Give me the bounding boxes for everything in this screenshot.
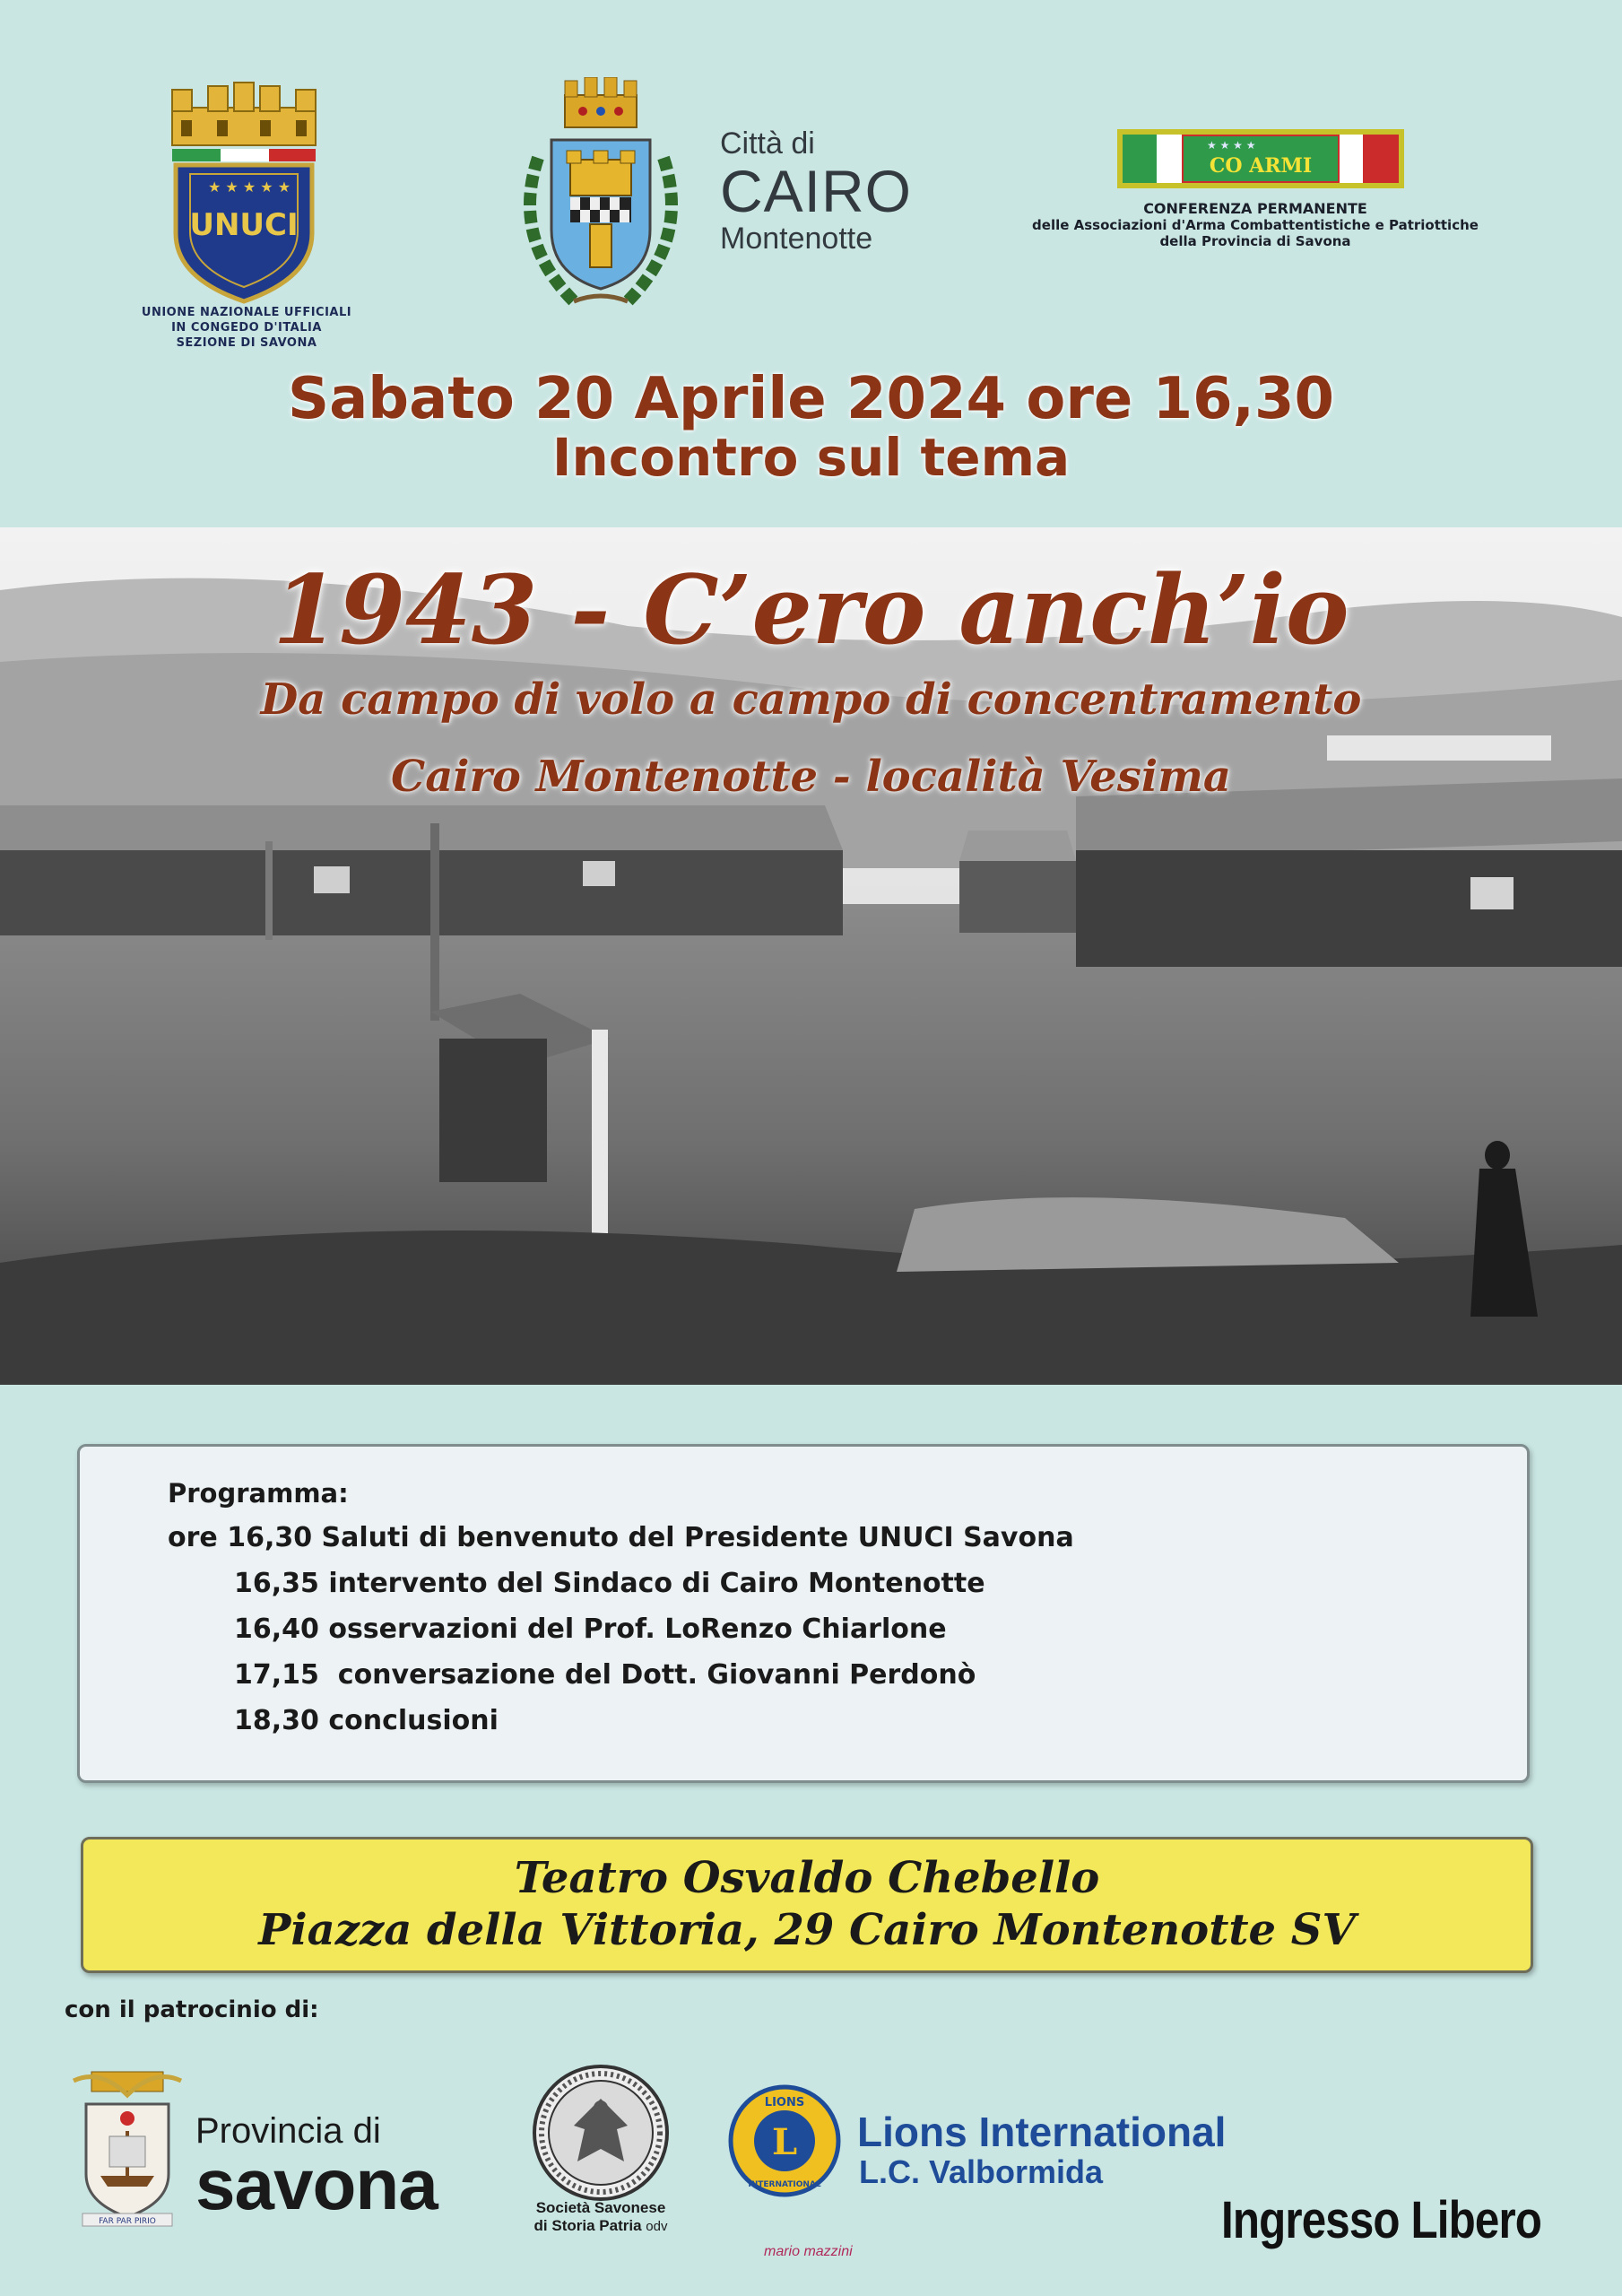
societa-savonese-seal (531, 2063, 671, 2203)
patronage-label: con il patrocinio di: (65, 1996, 319, 2023)
program-item: 18,30 conclusioni (234, 1705, 499, 1736)
lions-line1: Lions International (857, 2109, 1227, 2155)
lions-logo (728, 2084, 841, 2197)
lions-seal-letter: L (771, 2121, 798, 2163)
svg-text:★ ★ ★ ★ ★: ★ ★ ★ ★ ★ (208, 178, 291, 196)
societa-seal-icon (531, 2063, 671, 2203)
provincia-savona-logo (65, 2068, 190, 2230)
admission-note: Ingresso Libero (1221, 2191, 1542, 2249)
unuci-caption (117, 305, 377, 351)
cairo-line2: CAIRO (720, 158, 913, 224)
program-heading: Programma: (168, 1478, 349, 1509)
event-subtitle-1: Da campo di volo a campo di concentramento (260, 674, 1362, 725)
lions-line2: L.C. Valbormida (859, 2153, 1104, 2190)
provincia-line2: savona (195, 2144, 438, 2224)
lions-emblem-icon (728, 2084, 841, 2197)
societa-caption (529, 2199, 672, 2236)
societa-suffix: odv (646, 2219, 668, 2234)
program-item: 16,35 intervento del Sindaco di Cairo Montenotte (234, 1568, 985, 1599)
event-title: 1943 - C’ero anch’io (273, 553, 1349, 665)
unuci-crest-icon (145, 81, 343, 305)
cairo-wordmark (720, 126, 912, 257)
venue-box (81, 1837, 1533, 1973)
program-box (77, 1444, 1530, 1783)
lions-seal-bottom: INTERNATIONAL (748, 2180, 821, 2189)
lions-seal-top: LIONS (764, 2096, 805, 2109)
coarmi-caption-line: CONFERENZA PERMANENTE (1143, 200, 1367, 217)
provincia-wordmark (195, 2111, 438, 2224)
svg-text:★ ★ ★ ★: ★ ★ ★ ★ (1207, 139, 1256, 152)
coarmi-flag-text: CO ARMI (1209, 154, 1313, 178)
venue-name: Teatro Osvaldo Chebello (514, 1853, 1100, 1903)
coarmi-flag (1117, 129, 1404, 188)
societa-line2: di Storia Patria (533, 2217, 642, 2234)
event-subtitle-2: Cairo Montenotte - località Vesima (390, 752, 1231, 802)
designer-credit: mario mazzini (764, 2244, 853, 2259)
provincia-line1: Provincia di (195, 2111, 381, 2151)
unuci-caption-line: SEZIONE DI SAVONA (176, 336, 317, 350)
unuci-emblem-text: UNUCI (189, 207, 299, 243)
lions-wordmark (857, 2109, 1226, 2190)
coarmi-caption-line: della Provincia di Savona (1159, 233, 1351, 249)
provincia-crest-icon (65, 2068, 190, 2230)
provincia-motto: FAR PAR PIRIO (99, 2217, 156, 2226)
program-item: 16,40 osservazioni del Prof. LoRenzo Chiarlone (234, 1613, 947, 1645)
societa-line1: Società Savonese (535, 2199, 666, 2216)
unuci-caption-line: IN CONGEDO D'ITALIA (171, 321, 322, 335)
coarmi-caption (968, 201, 1542, 249)
program-item: ore 16,30 Saluti di benvenuto del Presidente UNUCI Savona (168, 1522, 1074, 1553)
cairo-coat-of-arms (511, 77, 690, 319)
event-date: Sabato 20 Aprile 2024 ore 16,30 (288, 366, 1334, 432)
cairo-line1: Città di (720, 126, 815, 161)
program-item: 17,15 conversazione del Dott. Giovanni Perdonò (234, 1659, 976, 1691)
coarmi-caption-line: delle Associazioni d'Arma Combattentistiche e Patriottiche (1032, 217, 1479, 233)
venue-address: Piazza della Vittoria, 29 Cairo Montenotte SV (258, 1905, 1356, 1955)
unuci-caption-line: UNIONE NAZIONALE UFFICIALI (141, 306, 352, 319)
event-topic-intro: Incontro sul tema (551, 427, 1071, 488)
cairo-crest-icon (511, 77, 690, 319)
cairo-line3: Montenotte (720, 222, 873, 256)
unuci-logo (145, 81, 343, 305)
coarmi-flag-icon (1117, 129, 1404, 188)
